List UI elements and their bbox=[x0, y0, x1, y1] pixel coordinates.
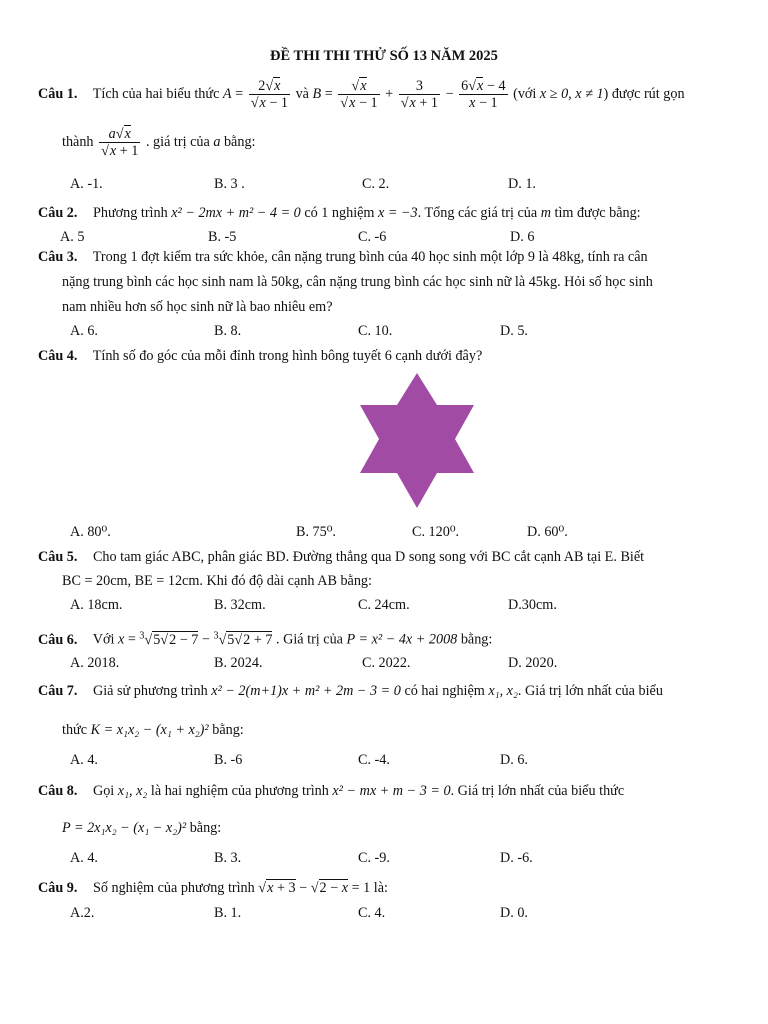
q2-text-c: . Tổng các giá trị của bbox=[417, 205, 538, 221]
q4-line-1 bbox=[38, 348, 482, 366]
q5-option-d: D.30cm. bbox=[508, 597, 557, 613]
q4-option-d: D. 60⁰. bbox=[527, 524, 568, 540]
q9-option-d: D. 0. bbox=[500, 905, 528, 921]
q4-label: Câu 4. bbox=[38, 348, 78, 364]
q2-text-d: tìm được bằng: bbox=[554, 205, 641, 221]
exam-title: ĐỀ THI THI THỬ SỐ 13 NĂM 2025 bbox=[270, 48, 498, 64]
q5-line-1 bbox=[38, 549, 644, 567]
q9-option-b: B. 1. bbox=[214, 905, 242, 921]
q6-text-b: . Giá trị của bbox=[276, 631, 343, 648]
q7-line-2 bbox=[62, 722, 244, 740]
q1-option-d: D. 1. bbox=[508, 176, 536, 192]
q7-option-c: C. -4. bbox=[358, 752, 390, 768]
q9-label: Câu 9. bbox=[38, 880, 78, 896]
q6-label: Câu 6. bbox=[38, 631, 78, 648]
q1-label: Câu 1. bbox=[38, 86, 78, 103]
q3-line-1 bbox=[38, 249, 648, 267]
q3-text-line-3: nam nhiều hơn số học sinh nữ là bao nhiêu em? bbox=[62, 299, 333, 315]
q6-expr: P = x² − 4x + 2008 bbox=[346, 631, 458, 648]
q9-text-a: Số nghiệm của phương trình bbox=[92, 880, 255, 896]
q3-text-line-2: nặng trung bình các học sinh nam là 50kg, cân nặng trung bình các học sinh nữ là 45kg. Hỏi số học sinh bbox=[62, 274, 653, 290]
q2-root: x = −3 bbox=[378, 205, 418, 221]
q8-line-2 bbox=[62, 820, 221, 838]
q3-option-d: D. 5. bbox=[500, 323, 528, 339]
q5-option-c: C. 24cm. bbox=[358, 597, 410, 613]
q2-label: Câu 2. bbox=[38, 205, 78, 221]
q8-option-b: B. 3. bbox=[214, 850, 242, 866]
q9-option-a: A.2. bbox=[70, 905, 95, 921]
q7-expr: K = x₁x₂ − (x₁ + x₂)² bbox=[90, 722, 209, 738]
q7-line-1 bbox=[38, 683, 663, 701]
q2-var-m: m bbox=[540, 205, 551, 221]
q8-option-d: D. -6. bbox=[500, 850, 533, 866]
q2-line-1 bbox=[38, 205, 641, 223]
q1-option-b: B. 3 . bbox=[214, 176, 245, 192]
q8-text-a: Gọi bbox=[92, 783, 115, 799]
q4-option-a: A. 80⁰. bbox=[70, 524, 111, 540]
q5-text-line-2: BC = 20cm, BE = 12cm. Khi đó độ dài cạnh AB bằng: bbox=[62, 573, 372, 589]
q3-option-a: A. 6. bbox=[70, 323, 98, 339]
q1-result-fraction: $\frac{a√x}{√x + 1}$ bbox=[101, 126, 139, 160]
q8-option-c: C. -9. bbox=[358, 850, 390, 866]
q4-option-c: C. 120⁰. bbox=[412, 524, 460, 540]
q8-text-d: bằng: bbox=[189, 820, 222, 836]
q1-condition: x ≥ 0, x ≠ 1 bbox=[539, 86, 604, 103]
q9-option-c: C. 4. bbox=[358, 905, 386, 921]
q1-option-a: A. -1. bbox=[70, 176, 103, 192]
q4-text: Tính số đo góc của mỗi đỉnh trong hình bông tuyết 6 cạnh dưới đây? bbox=[92, 348, 483, 364]
q8-line-1 bbox=[38, 783, 624, 801]
q2-option-a: A. 5 bbox=[60, 229, 85, 245]
q3-option-c: C. 10. bbox=[358, 323, 393, 339]
q3-label: Câu 3. bbox=[38, 249, 78, 265]
six-pointed-star bbox=[360, 373, 474, 508]
q2-text-b: có 1 nghiệm bbox=[304, 205, 375, 221]
q5-option-b: B. 32cm. bbox=[214, 597, 266, 613]
q2-option-d: D. 6 bbox=[510, 229, 535, 245]
q1-text-f: . giá trị của bbox=[145, 134, 210, 151]
q7-roots: x₁, x₂ bbox=[488, 683, 518, 699]
q7-text-e: bằng: bbox=[212, 722, 244, 738]
q1-text-b: và bbox=[295, 86, 309, 103]
q1-option-c: C. 2. bbox=[362, 176, 390, 192]
q9-line-1 bbox=[38, 880, 388, 898]
q1-line-2 bbox=[62, 126, 255, 160]
q9-text-b: là: bbox=[373, 880, 388, 896]
q8-equation: x² − mx + m − 3 = 0 bbox=[332, 783, 451, 799]
q1-var-a: a bbox=[213, 134, 221, 151]
q2-equation: x² − 2mx + m² − 4 = 0 bbox=[171, 205, 301, 221]
q8-option-a: A. 4. bbox=[70, 850, 98, 866]
q8-roots: x₁, x₂ bbox=[117, 783, 148, 799]
q6-text-c: bằng: bbox=[460, 631, 493, 648]
q1-text-a: Tích của hai biểu thức bbox=[92, 86, 220, 103]
q1-expr-a: A = $\frac{2√x}{√x - 1}$ bbox=[222, 78, 289, 112]
q6-option-c: C. 2022. bbox=[362, 655, 411, 671]
q7-option-d: D. 6. bbox=[500, 752, 528, 768]
q7-label: Câu 7. bbox=[38, 683, 78, 699]
q6-text-a: Với bbox=[92, 631, 115, 648]
q7-equation: x² − 2(m+1)x + m² + 2m − 3 = 0 bbox=[211, 683, 401, 699]
q1-expr-b: B = $\frac{√x}{√x - 1}$ + $\frac{3}{√x + 1}$ − $\frac{6√x - 4}{x - 1}$ bbox=[312, 78, 506, 112]
q3-text-line-1: Trong 1 đợt kiểm tra sức khỏe, cân nặng trung bình của 40 học sinh một lớp 9 là 48kg, tính ra cân bbox=[92, 249, 648, 265]
q6-option-d: D. 2020. bbox=[508, 655, 558, 671]
q1-line-1 bbox=[38, 78, 685, 112]
q9-equation: √x + 3 − √2 − x = 1 bbox=[258, 880, 374, 896]
q2-text-a: Phương trình bbox=[92, 205, 168, 221]
q7-text-a: Giả sử phương trình bbox=[92, 683, 208, 699]
six-pointed-star-icon bbox=[333, 369, 501, 513]
q6-line-1 bbox=[38, 630, 492, 649]
q1-text-e: thành bbox=[62, 134, 94, 151]
star-figure bbox=[333, 369, 501, 513]
q1-text-g: bằng: bbox=[223, 134, 256, 151]
q7-option-a: A. 4. bbox=[70, 752, 98, 768]
q3-option-b: B. 8. bbox=[214, 323, 242, 339]
q6-option-b: B. 2024. bbox=[214, 655, 263, 671]
q4-option-b: B. 75⁰. bbox=[296, 524, 336, 540]
q1-text-d: ) được rút gọn bbox=[603, 86, 685, 103]
q7-text-c: . Giá trị lớn nhất của biểu bbox=[517, 683, 663, 699]
q5-text-line-1: Cho tam giác ABC, phân giác BD. Đường thẳng qua D song song với BC cắt cạnh AB tại E. Biết bbox=[92, 549, 645, 565]
q8-text-c: . Giá trị lớn nhất của biểu thức bbox=[450, 783, 625, 799]
q7-text-b: có hai nghiệm bbox=[404, 683, 485, 699]
q8-expr: P = 2x₁x₂ − (x₁ − x₂)² bbox=[62, 820, 187, 836]
q5-label: Câu 5. bbox=[38, 549, 78, 565]
q2-option-b: B. -5 bbox=[208, 229, 237, 245]
q8-label: Câu 8. bbox=[38, 783, 78, 799]
q2-option-c: C. -6 bbox=[358, 229, 387, 245]
q7-option-b: B. -6 bbox=[214, 752, 243, 768]
q1-text-c: (với bbox=[513, 86, 537, 103]
q7-text-d: thức bbox=[62, 722, 88, 738]
q5-option-a: A. 18cm. bbox=[70, 597, 123, 613]
q8-text-b: là hai nghiệm của phương trình bbox=[150, 783, 329, 799]
q6-x-expression: x = $^3$√5√2 − 7 − $^3$√5√2 + 7 bbox=[117, 630, 273, 648]
q6-option-a: A. 2018. bbox=[70, 655, 120, 671]
